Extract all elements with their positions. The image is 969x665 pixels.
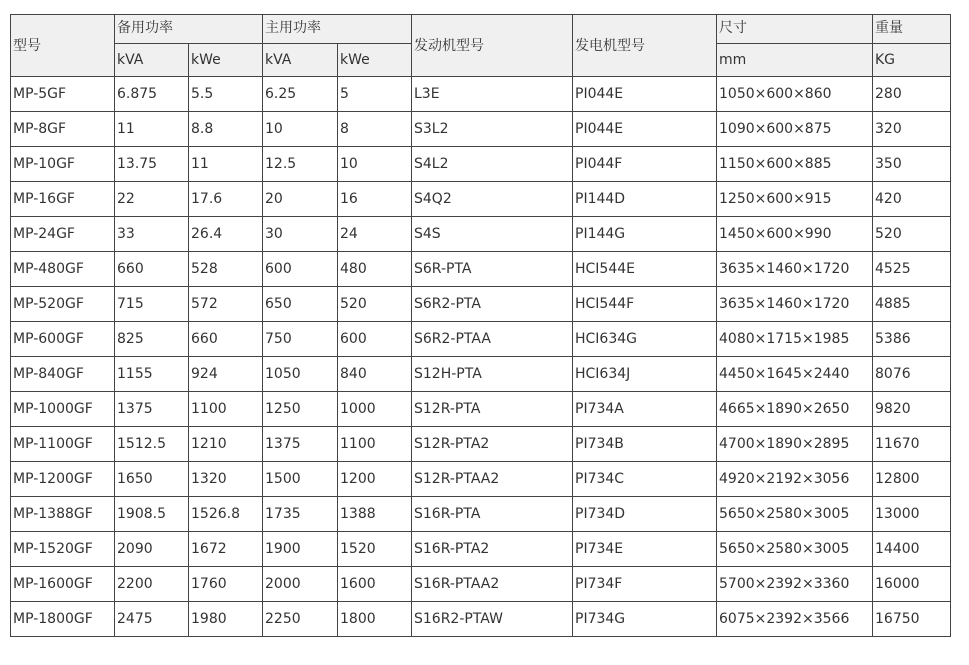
cell-weight: 420 (873, 182, 951, 217)
cell-standby-kva: 660 (115, 252, 189, 287)
header-standby-kwe: kWe (189, 44, 263, 77)
cell-dimensions: 5650×2580×3005 (717, 532, 873, 567)
cell-engine-model: S6R-PTA (412, 252, 573, 287)
cell-prime-kva: 1250 (263, 392, 338, 427)
cell-model: MP-1800GF (11, 602, 115, 637)
table-row (11, 77, 951, 112)
header-dimensions-unit: mm (717, 44, 873, 77)
cell-standby-kva: 13.75 (115, 147, 189, 182)
cell-prime-kwe: 8 (338, 112, 412, 147)
cell-prime-kwe: 1100 (338, 427, 412, 462)
cell-standby-kva: 1155 (115, 357, 189, 392)
cell-alternator-model: PI144D (573, 182, 717, 217)
cell-prime-kwe: 1520 (338, 532, 412, 567)
header-prime-power: 主用功率 (263, 15, 412, 44)
cell-standby-kwe: 528 (189, 252, 263, 287)
cell-prime-kva: 1735 (263, 497, 338, 532)
cell-standby-kva: 33 (115, 217, 189, 252)
cell-standby-kwe: 1760 (189, 567, 263, 602)
cell-weight: 12800 (873, 462, 951, 497)
cell-prime-kva: 30 (263, 217, 338, 252)
cell-dimensions: 1090×600×875 (717, 112, 873, 147)
cell-dimensions: 3635×1460×1720 (717, 287, 873, 322)
cell-alternator-model: PI044E (573, 77, 717, 112)
cell-prime-kva: 750 (263, 322, 338, 357)
cell-engine-model: S16R-PTA (412, 497, 573, 532)
cell-dimensions: 4080×1715×1985 (717, 322, 873, 357)
cell-engine-model: S12R-PTA2 (412, 427, 573, 462)
cell-standby-kva: 22 (115, 182, 189, 217)
cell-prime-kva: 1900 (263, 532, 338, 567)
cell-alternator-model: PI734E (573, 532, 717, 567)
cell-alternator-model: PI734F (573, 567, 717, 602)
cell-engine-model: S16R-PTAA2 (412, 567, 573, 602)
cell-engine-model: S12R-PTA (412, 392, 573, 427)
cell-prime-kwe: 520 (338, 287, 412, 322)
cell-alternator-model: HCI544E (573, 252, 717, 287)
cell-prime-kwe: 1388 (338, 497, 412, 532)
cell-alternator-model: PI144G (573, 217, 717, 252)
cell-standby-kva: 1908.5 (115, 497, 189, 532)
cell-prime-kwe: 1200 (338, 462, 412, 497)
cell-dimensions: 5700×2392×3360 (717, 567, 873, 602)
cell-dimensions: 4665×1890×2650 (717, 392, 873, 427)
cell-weight: 4525 (873, 252, 951, 287)
cell-prime-kwe: 10 (338, 147, 412, 182)
table-row (11, 532, 951, 567)
cell-engine-model: L3E (412, 77, 573, 112)
cell-standby-kwe: 17.6 (189, 182, 263, 217)
cell-model: MP-600GF (11, 322, 115, 357)
cell-standby-kva: 2475 (115, 602, 189, 637)
cell-standby-kwe: 1980 (189, 602, 263, 637)
cell-standby-kwe: 1320 (189, 462, 263, 497)
cell-alternator-model: PI734C (573, 462, 717, 497)
cell-prime-kwe: 480 (338, 252, 412, 287)
cell-weight: 13000 (873, 497, 951, 532)
cell-standby-kwe: 11 (189, 147, 263, 182)
cell-prime-kwe: 5 (338, 77, 412, 112)
cell-alternator-model: PI044F (573, 147, 717, 182)
cell-dimensions: 4920×2192×3056 (717, 462, 873, 497)
cell-weight: 8076 (873, 357, 951, 392)
table-row (11, 182, 951, 217)
cell-standby-kva: 2200 (115, 567, 189, 602)
cell-prime-kwe: 600 (338, 322, 412, 357)
table-row (11, 287, 951, 322)
cell-weight: 5386 (873, 322, 951, 357)
cell-standby-kva: 715 (115, 287, 189, 322)
cell-prime-kwe: 1600 (338, 567, 412, 602)
cell-dimensions: 4450×1645×2440 (717, 357, 873, 392)
cell-dimensions: 6075×2392×3566 (717, 602, 873, 637)
cell-prime-kva: 650 (263, 287, 338, 322)
cell-dimensions: 1150×600×885 (717, 147, 873, 182)
cell-standby-kva: 825 (115, 322, 189, 357)
cell-engine-model: S4L2 (412, 147, 573, 182)
cell-weight: 14400 (873, 532, 951, 567)
cell-standby-kva: 6.875 (115, 77, 189, 112)
cell-weight: 4885 (873, 287, 951, 322)
cell-engine-model: S16R-PTA2 (412, 532, 573, 567)
table-header (11, 15, 951, 77)
header-model: 型号 (11, 15, 115, 77)
cell-dimensions: 4700×1890×2895 (717, 427, 873, 462)
header-dimensions: 尺寸 (717, 15, 873, 44)
cell-standby-kwe: 660 (189, 322, 263, 357)
header-standby-kva: kVA (115, 44, 189, 77)
cell-standby-kva: 11 (115, 112, 189, 147)
cell-model: MP-5GF (11, 77, 115, 112)
cell-standby-kwe: 1526.8 (189, 497, 263, 532)
cell-alternator-model: PI044E (573, 112, 717, 147)
table-row (11, 602, 951, 637)
cell-prime-kva: 10 (263, 112, 338, 147)
cell-standby-kwe: 26.4 (189, 217, 263, 252)
cell-standby-kva: 1650 (115, 462, 189, 497)
cell-prime-kwe: 16 (338, 182, 412, 217)
cell-weight: 9820 (873, 392, 951, 427)
cell-weight: 16750 (873, 602, 951, 637)
cell-model: MP-1520GF (11, 532, 115, 567)
cell-model: MP-10GF (11, 147, 115, 182)
cell-prime-kva: 600 (263, 252, 338, 287)
table-row (11, 392, 951, 427)
cell-weight: 320 (873, 112, 951, 147)
cell-engine-model: S6R2-PTA (412, 287, 573, 322)
cell-prime-kwe: 1800 (338, 602, 412, 637)
table-row (11, 357, 951, 392)
generator-spec-table-container (10, 14, 951, 637)
header-weight-unit: KG (873, 44, 951, 77)
cell-dimensions: 3635×1460×1720 (717, 252, 873, 287)
cell-standby-kwe: 572 (189, 287, 263, 322)
header-alternator-model: 发电机型号 (573, 15, 717, 77)
cell-standby-kva: 1375 (115, 392, 189, 427)
header-prime-kwe: kWe (338, 44, 412, 77)
cell-engine-model: S4Q2 (412, 182, 573, 217)
cell-dimensions: 5650×2580×3005 (717, 497, 873, 532)
cell-prime-kva: 1050 (263, 357, 338, 392)
cell-standby-kva: 1512.5 (115, 427, 189, 462)
cell-alternator-model: PI734G (573, 602, 717, 637)
cell-prime-kwe: 1000 (338, 392, 412, 427)
cell-standby-kwe: 5.5 (189, 77, 263, 112)
cell-model: MP-520GF (11, 287, 115, 322)
cell-weight: 280 (873, 77, 951, 112)
header-engine-model: 发动机型号 (412, 15, 573, 77)
cell-standby-kwe: 1100 (189, 392, 263, 427)
cell-weight: 11670 (873, 427, 951, 462)
table-row (11, 112, 951, 147)
cell-engine-model: S6R2-PTAA (412, 322, 573, 357)
cell-standby-kwe: 1210 (189, 427, 263, 462)
cell-engine-model: S12H-PTA (412, 357, 573, 392)
cell-alternator-model: PI734D (573, 497, 717, 532)
cell-dimensions: 1250×600×915 (717, 182, 873, 217)
cell-alternator-model: PI734A (573, 392, 717, 427)
generator-spec-table (10, 14, 951, 637)
cell-engine-model: S3L2 (412, 112, 573, 147)
table-row (11, 462, 951, 497)
cell-model: MP-16GF (11, 182, 115, 217)
header-prime-kva: kVA (263, 44, 338, 77)
cell-engine-model: S12R-PTAA2 (412, 462, 573, 497)
cell-model: MP-8GF (11, 112, 115, 147)
table-row (11, 322, 951, 357)
table-body (11, 77, 951, 637)
cell-model: MP-24GF (11, 217, 115, 252)
cell-dimensions: 1450×600×990 (717, 217, 873, 252)
cell-model: MP-1388GF (11, 497, 115, 532)
cell-model: MP-1100GF (11, 427, 115, 462)
cell-alternator-model: HCI634J (573, 357, 717, 392)
table-row (11, 427, 951, 462)
table-row (11, 497, 951, 532)
cell-prime-kwe: 840 (338, 357, 412, 392)
cell-prime-kva: 6.25 (263, 77, 338, 112)
cell-model: MP-480GF (11, 252, 115, 287)
header-weight: 重量 (873, 15, 951, 44)
table-row (11, 217, 951, 252)
cell-alternator-model: PI734B (573, 427, 717, 462)
table-row (11, 147, 951, 182)
cell-model: MP-1000GF (11, 392, 115, 427)
cell-prime-kva: 12.5 (263, 147, 338, 182)
cell-weight: 350 (873, 147, 951, 182)
table-row (11, 567, 951, 602)
cell-model: MP-840GF (11, 357, 115, 392)
cell-prime-kva: 2000 (263, 567, 338, 602)
header-standby-power: 备用功率 (115, 15, 263, 44)
cell-standby-kva: 2090 (115, 532, 189, 567)
cell-standby-kwe: 924 (189, 357, 263, 392)
cell-engine-model: S16R2-PTAW (412, 602, 573, 637)
cell-prime-kva: 1375 (263, 427, 338, 462)
cell-standby-kwe: 1672 (189, 532, 263, 567)
cell-dimensions: 1050×600×860 (717, 77, 873, 112)
table-row (11, 252, 951, 287)
cell-prime-kwe: 24 (338, 217, 412, 252)
cell-prime-kva: 2250 (263, 602, 338, 637)
cell-weight: 16000 (873, 567, 951, 602)
cell-prime-kva: 20 (263, 182, 338, 217)
cell-weight: 520 (873, 217, 951, 252)
cell-prime-kva: 1500 (263, 462, 338, 497)
cell-model: MP-1200GF (11, 462, 115, 497)
cell-model: MP-1600GF (11, 567, 115, 602)
cell-standby-kwe: 8.8 (189, 112, 263, 147)
header-row-1 (11, 15, 951, 44)
cell-engine-model: S4S (412, 217, 573, 252)
cell-alternator-model: HCI634G (573, 322, 717, 357)
cell-alternator-model: HCI544F (573, 287, 717, 322)
